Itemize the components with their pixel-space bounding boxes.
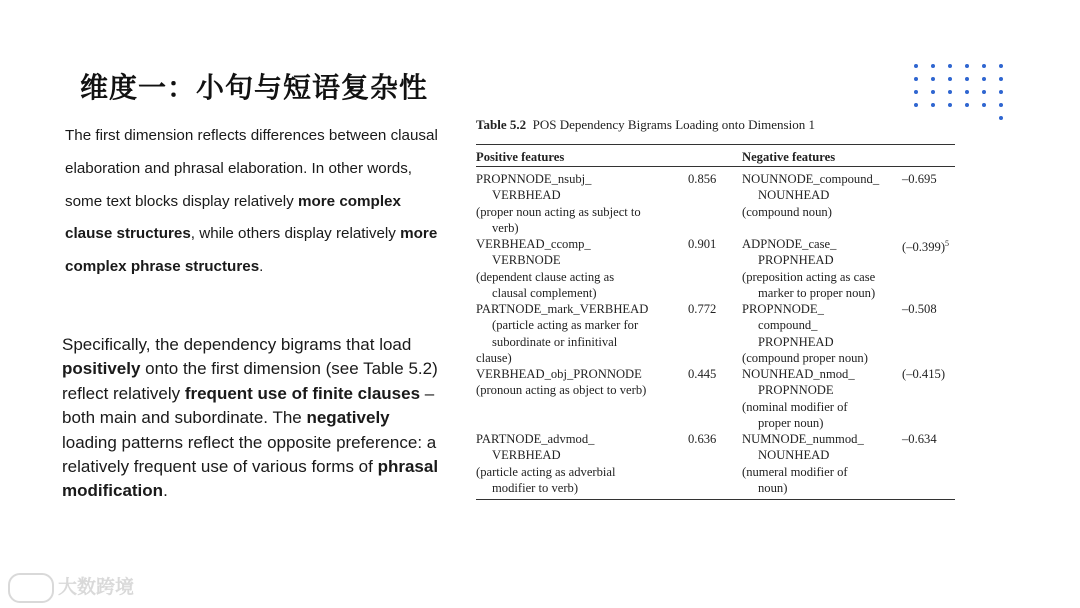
dot [999, 103, 1003, 107]
negative-loading-value-text: (–0.399) [902, 240, 946, 255]
table-cell-line: PARTNODE_mark_VERBHEAD [476, 302, 649, 316]
negative-loading-value-text: –0.508 [902, 302, 937, 316]
dot [948, 103, 952, 107]
table-cell-line: (compound noun) [742, 204, 832, 219]
table-cell-line: (particle acting as marker for [492, 318, 639, 333]
dot [999, 64, 1003, 68]
negative-loading-value [902, 236, 962, 255]
para2-text-5: . [163, 481, 168, 501]
table-cell-line: PARTNODE_advmod_ [476, 432, 595, 446]
negative-feature-cell [742, 236, 902, 301]
dot [914, 103, 918, 107]
table-cell-line: VERBHEAD_obj_PRONNODE [476, 367, 642, 381]
table-cell-line: (dependent clause acting as [476, 269, 615, 284]
table-cell-line: (pronoun acting as object to verb) [476, 383, 647, 398]
para2-text-1: Specifically, the dependency bigrams that load [62, 335, 412, 354]
table-cell-line: NOUNNODE_compound_ [742, 172, 880, 186]
negative-loading-value [902, 366, 962, 382]
table-cell-line: (compound proper noun) [742, 350, 868, 365]
table-cell-line: (preposition acting as case [742, 269, 876, 284]
table-cell-line: subordinate or infinitival [492, 334, 618, 349]
dot [931, 64, 935, 68]
dot [965, 90, 969, 94]
table-cell-line: (particle acting as adverbial [476, 464, 616, 479]
decorative-dot-grid [914, 64, 1006, 124]
para2-bold-2: frequent use of finite clauses [184, 383, 421, 403]
negative-loading-value-text: –0.695 [902, 172, 937, 186]
table-cell-line: PROPNHEAD [758, 334, 834, 349]
dot [999, 116, 1003, 120]
negative-loading-value [902, 171, 962, 187]
table-cell-line: proper noun) [758, 415, 824, 430]
table-cell-line: marker to proper noun) [758, 285, 876, 300]
watermark [8, 572, 134, 603]
dot [948, 64, 952, 68]
table-cell-line: (nominal modifier of [742, 399, 848, 414]
table-cell-line: PROPNNODE [758, 383, 834, 398]
positive-feature-cell [476, 236, 686, 301]
dot [914, 77, 918, 81]
para1-bold-1: more complex clause structures [65, 192, 401, 243]
dot [948, 90, 952, 94]
table-cell-line: NUMNODE_nummod_ [742, 432, 864, 446]
table-cell-line: clause) [476, 350, 512, 365]
positive-loading-value: 0.772 [688, 302, 717, 316]
table-cell-line: ADPNODE_case_ [742, 237, 837, 251]
dot [948, 77, 952, 81]
dot [982, 103, 986, 107]
para2-bold-3: negatively [306, 408, 390, 428]
para1-text-3: . [259, 258, 264, 276]
intro-paragraph [65, 120, 445, 284]
table-caption-text: POS Dependency Bigrams Loading onto Dimension 1 [532, 117, 815, 132]
positive-feature-cell [476, 366, 686, 399]
positive-loading-value: 0.856 [688, 172, 717, 186]
para1-bold-2: more complex phrase structures [65, 225, 438, 276]
positive-feature-cell [476, 431, 686, 496]
table-cell-line: (proper noun acting as subject to [476, 204, 641, 219]
dot [914, 64, 918, 68]
para2-text-3: – both main and subordinate. The [62, 383, 435, 428]
negative-loading-value [902, 431, 962, 447]
dot [965, 103, 969, 107]
dot [931, 103, 935, 107]
para2-text-2: onto the first dimension (see Table 5.2) reflect relatively [62, 359, 438, 403]
column-header-negative: Negative features [742, 150, 836, 164]
table-header-rule [476, 166, 955, 167]
table-cell-line: VERBHEAD [492, 188, 561, 203]
positive-loading-value: 0.901 [688, 237, 717, 251]
table-cell-line: NOUNHEAD_nmod_ [742, 367, 855, 381]
dot [965, 64, 969, 68]
footnote-marker: 5 [945, 239, 950, 248]
para1-text-1: The first dimension reflects differences between clausal elaboration and phrasal elaboration. In other words, some text blocks display relatively [65, 127, 438, 210]
table-caption [476, 117, 815, 133]
positive-feature-cell [476, 171, 686, 236]
table-cell-line: clausal complement) [492, 285, 597, 300]
dot [982, 90, 986, 94]
table-cell-line: VERBHEAD [492, 448, 561, 463]
negative-loading-value [902, 301, 962, 317]
table-cell-line: NOUNHEAD [758, 448, 830, 463]
negative-loading-value-text: –0.634 [902, 432, 937, 446]
para2-bold-1: positively [62, 359, 141, 379]
positive-loading-value: 0.445 [688, 367, 717, 381]
para2-bold-4: phrasal modification [62, 457, 439, 501]
negative-feature-cell [742, 366, 902, 431]
table-bottom-rule [476, 499, 955, 500]
table-cell-line: PROPNHEAD [758, 253, 834, 268]
dot [965, 77, 969, 81]
positive-loading-value: 0.636 [688, 432, 717, 446]
column-header-positive: Positive features [476, 150, 565, 164]
negative-feature-cell [742, 301, 902, 366]
positive-feature-cell [476, 301, 686, 366]
table-cell-line: NOUNHEAD [758, 188, 830, 203]
para2-text-4: loading patterns reflect the opposite preference: a relatively frequent use of various forms of [62, 432, 437, 477]
table-cell-line: modifier to verb) [492, 480, 579, 495]
dot [982, 77, 986, 81]
slide-title: 维度一：小句与短语复杂性 [80, 71, 429, 104]
table-cell-line: compound_ [758, 318, 818, 333]
table-top-rule [476, 144, 955, 145]
table-cell-line: verb) [492, 220, 519, 235]
dot [914, 90, 918, 94]
table-cell-line: (numeral modifier of [742, 464, 848, 479]
negative-feature-cell [742, 431, 902, 496]
table-cell-line: noun) [758, 480, 788, 495]
negative-feature-cell [742, 171, 902, 220]
dot [931, 90, 935, 94]
dot [999, 77, 1003, 81]
table-cell-line: PROPNNODE_nsubj_ [476, 172, 592, 186]
table-cell-line: VERBNODE [492, 253, 561, 268]
dot [999, 90, 1003, 94]
negative-loading-value-text: (–0.415) [902, 367, 946, 381]
para1-text-2: , while others display relatively [190, 225, 401, 243]
table-cell-line: PROPNNODE_ [742, 302, 824, 316]
table-caption-number: Table 5.2 [476, 117, 527, 132]
dot [931, 77, 935, 81]
dot [982, 64, 986, 68]
watermark-text: 大数跨境 [58, 576, 135, 598]
watermark-logo-icon [8, 573, 54, 603]
table-cell-line: VERBHEAD_ccomp_ [476, 237, 591, 251]
detail-paragraph [62, 333, 447, 504]
